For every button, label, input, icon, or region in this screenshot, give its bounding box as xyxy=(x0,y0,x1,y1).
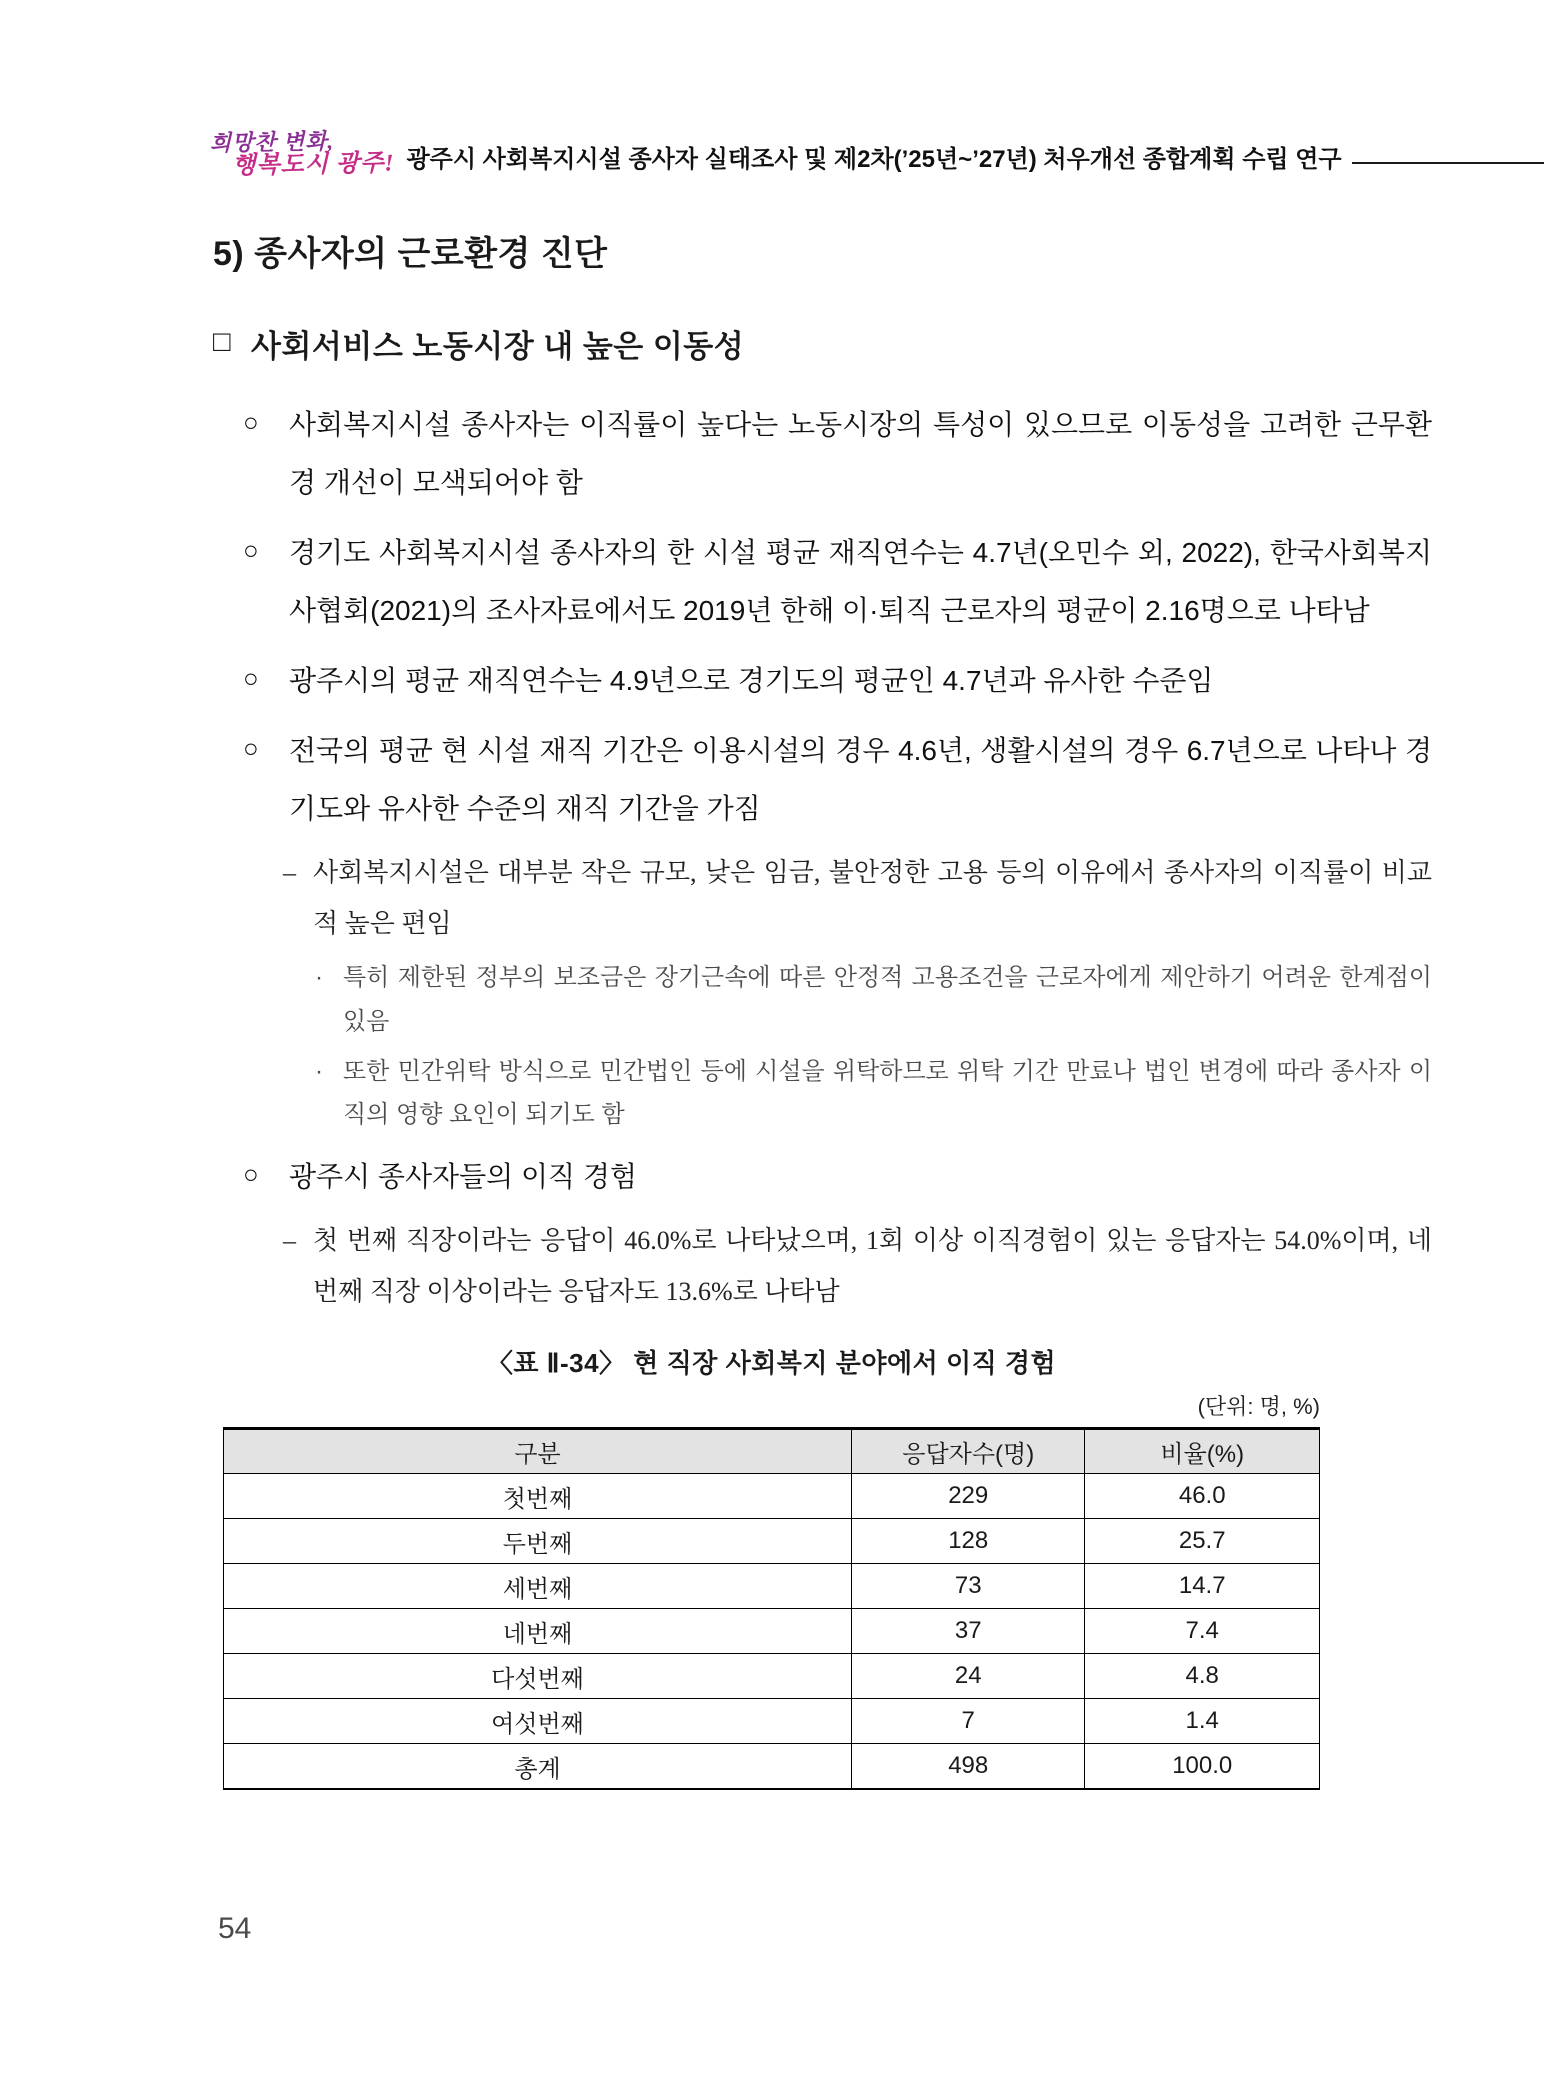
bullet-text: 사회복지시설 종사자는 이직률이 높다는 노동시장의 특성이 있으므로 이동성을 고려한 근무환경 개선이 모색되어야 함 xyxy=(289,409,1432,499)
table-cell: 46.0 xyxy=(1085,1474,1320,1519)
turnover-table xyxy=(223,1427,1320,1790)
bullet-item-dash xyxy=(213,848,1432,949)
circle-bullet-icon: ○ xyxy=(243,1159,259,1190)
table-row xyxy=(224,1519,1320,1564)
circle-bullet-icon: ○ xyxy=(243,663,259,694)
bullet-text: 광주시 종사자들의 이직 경험 xyxy=(289,1161,637,1193)
page-number: 54 xyxy=(218,1912,252,1945)
subsection-heading xyxy=(213,321,1432,366)
bullet-text: 또한 민간위탁 방식으로 민간법인 등에 시설을 위탁하므로 위탁 기간 만료나 법인 변경에 따라 종사자 이직의 영향 요인이 되기도 함 xyxy=(343,1057,1432,1128)
square-bullet-icon: □ xyxy=(213,326,232,359)
table-caption: 〈표 Ⅱ-34〉 현 직장 사회복지 분야에서 이직 경험 xyxy=(486,1348,1057,1379)
table-row xyxy=(224,1699,1320,1744)
header-rule xyxy=(1352,162,1544,164)
unit-note: (단위: 명, %) xyxy=(1197,1394,1320,1420)
report-title: 광주시 사회복지시설 종사자 실태조사 및 제2차(’25년~’27년) 처우개선 종합계획 수립 연구 xyxy=(406,146,1342,174)
bullet-item-dash xyxy=(213,1216,1432,1317)
table-cell: 37 xyxy=(852,1609,1085,1654)
table-cell: 24 xyxy=(852,1654,1085,1699)
table-cell: 총계 xyxy=(224,1744,852,1789)
dot-bullet-icon: · xyxy=(315,1057,323,1085)
column-header: 응답자수(명) xyxy=(852,1429,1085,1474)
city-slogan-logo xyxy=(210,128,395,179)
circle-bullet-icon: ○ xyxy=(243,535,259,566)
table-cell: 세번째 xyxy=(224,1564,852,1609)
bullet-text: 경기도 사회복지시설 종사자의 한 시설 평균 재직연수는 4.7년(오민수 외, 2022), 한국사회복지사협회(2021)의 조사자료에서도 2019년 한해 이·퇴직 근로자의 평균이 2.16명으로 나타남 xyxy=(289,537,1432,627)
bullet-item-circle xyxy=(213,396,1432,512)
table-cell: 여섯번째 xyxy=(224,1699,852,1744)
table-cell: 229 xyxy=(852,1474,1085,1519)
logo-line1: 희망찬 변화, xyxy=(209,128,335,156)
subsection-heading-text: 사회서비스 노동시장 내 높은 이동성 xyxy=(251,329,745,365)
table-cell: 7 xyxy=(852,1699,1085,1744)
table-cell: 네번째 xyxy=(224,1609,852,1654)
bullet-item-circle xyxy=(213,524,1432,640)
table-cell: 첫번째 xyxy=(224,1474,852,1519)
table-row xyxy=(224,1474,1320,1519)
table-body xyxy=(224,1474,1320,1789)
table-cell: 25.7 xyxy=(1085,1519,1320,1564)
table-cell: 73 xyxy=(852,1564,1085,1609)
table-row xyxy=(224,1609,1320,1654)
column-header: 구분 xyxy=(224,1429,852,1474)
table-cell: 1.4 xyxy=(1085,1699,1320,1744)
table-cell: 두번째 xyxy=(224,1519,852,1564)
table-row xyxy=(224,1654,1320,1699)
dash-bullet-icon: – xyxy=(283,1226,296,1256)
table-cell: 128 xyxy=(852,1519,1085,1564)
table-cell: 4.8 xyxy=(1085,1654,1320,1699)
bullet-text: 첫 번째 직장이라는 응답이 46.0%로 나타났으며, 1회 이상 이직경험이 있는 응답자는 54.0%이며, 네 번째 직장 이상이라는 응답자도 13.6%로 나타남 xyxy=(313,1226,1432,1306)
bullet-item-dot xyxy=(213,956,1432,1042)
table-cell: 498 xyxy=(852,1744,1085,1789)
circle-bullet-icon: ○ xyxy=(243,407,259,438)
dot-bullet-icon: · xyxy=(315,964,323,992)
table-row xyxy=(224,1564,1320,1609)
table-cell: 100.0 xyxy=(1085,1744,1320,1789)
bullet-item-circle xyxy=(213,652,1432,710)
table-header-row xyxy=(224,1429,1320,1474)
page-header xyxy=(0,0,1544,178)
table-block xyxy=(223,1343,1320,1790)
column-header: 비율(%) xyxy=(1085,1429,1320,1474)
content-column xyxy=(0,226,1544,1790)
section-heading: 5) 종사자의 근로환경 진단 xyxy=(213,235,608,274)
bullet-text: 광주시의 평균 재직연수는 4.9년으로 경기도의 평균인 4.7년과 유사한 수준임 xyxy=(289,665,1214,697)
table-cell: 7.4 xyxy=(1085,1609,1320,1654)
table-cell: 다섯번째 xyxy=(224,1654,852,1699)
bullet-item-dot xyxy=(213,1050,1432,1136)
bullet-text: 전국의 평균 현 시설 재직 기간은 이용시설의 경우 4.6년, 생활시설의 경우 6.7년으로 나타나 경기도와 유사한 수준의 재직 기간을 가짐 xyxy=(289,735,1432,824)
table-row xyxy=(224,1744,1320,1789)
logo-line2: 행복도시 광주! xyxy=(231,150,395,180)
bullet-item-circle xyxy=(213,722,1432,838)
content-list xyxy=(213,396,1432,1317)
bullet-text: 특히 제한된 정부의 보조금은 장기근속에 따른 안정적 고용조건을 근로자에게 제안하기 어려운 한계점이 있음 xyxy=(343,964,1432,1035)
dash-bullet-icon: – xyxy=(283,857,296,887)
table-cell: 14.7 xyxy=(1085,1564,1320,1609)
circle-bullet-icon: ○ xyxy=(243,733,259,764)
bullet-text: 사회복지시설은 대부분 작은 규모, 낮은 임금, 불안정한 고용 등의 이유에서 종사자의 이직률이 비교적 높은 편임 xyxy=(313,857,1432,938)
bullet-item-circle xyxy=(213,1148,1432,1206)
